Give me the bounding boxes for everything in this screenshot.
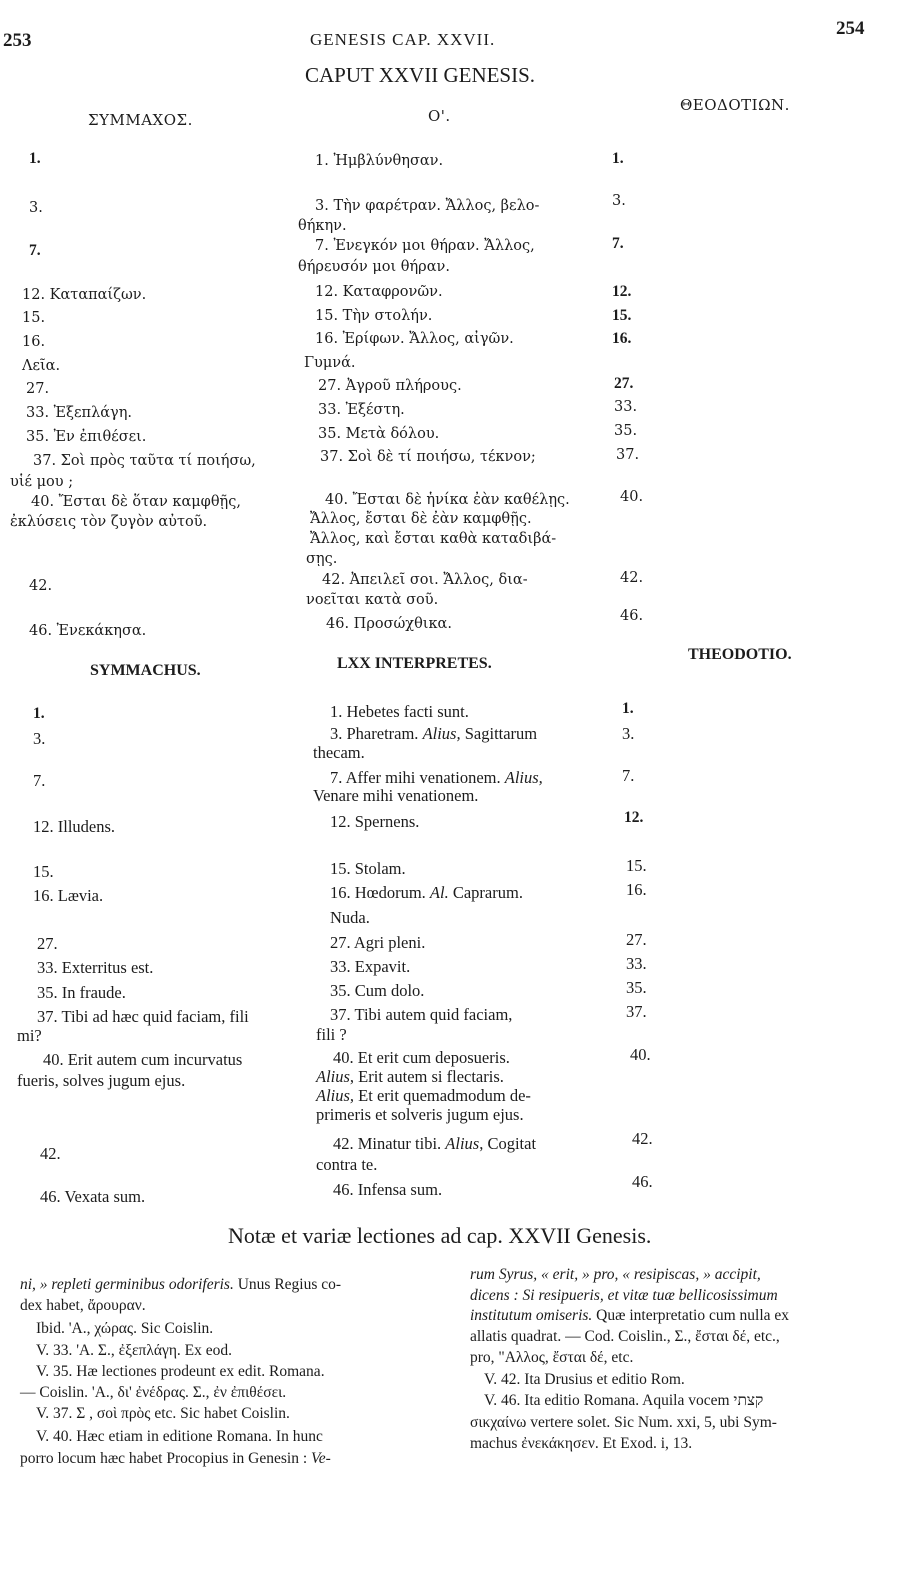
latin-left-line: 33. Exterritus est.	[37, 958, 154, 977]
greek-left-line: 37. Σοὶ πρὸς ταῦτα τί ποιήσω,	[33, 453, 256, 469]
note-line: V. 40. Hæc etiam in editione Romana. In hunc	[36, 1428, 323, 1445]
greek-middle-line: 7. Ἐνεγκόν μοι θήραν. Ἄλλος,	[315, 238, 535, 254]
greek-middle-line: 27. Ἀγροῦ πλήρους.	[318, 378, 462, 394]
latin-middle-alius: Alius,	[504, 768, 543, 787]
latin-middle-line: 46. Infensa sum.	[333, 1180, 443, 1199]
latin-middle-text: 3. Pharetram.	[330, 724, 419, 743]
note-text: Unus Regius co-	[237, 1276, 342, 1293]
latin-left-line: mi?	[17, 1026, 42, 1045]
page-number-right: 254	[836, 18, 865, 39]
latin-right-line: 7.	[622, 766, 635, 785]
greek-middle-line: 12. Καταφρονῶν.	[315, 284, 443, 300]
note-line: rum Syrus, « erit, » pro, « resipiscas, » accipit,	[470, 1266, 761, 1283]
latin-right-line: 46.	[632, 1172, 653, 1191]
latin-col-head-lxx: LXX INTERPRETES.	[337, 655, 492, 672]
greek-left-line: 35. Ἐν ἐπιθέσει.	[26, 429, 147, 445]
note-text: ni, » repleti germinibus odoriferis.	[20, 1276, 234, 1293]
latin-middle-text: , Cogitat	[479, 1134, 537, 1153]
latin-middle-text: Sagittarum	[464, 724, 538, 743]
latin-middle-line: fili ?	[316, 1025, 347, 1044]
greek-left-line: 42.	[29, 578, 53, 594]
greek-middle-line: 16. Ἐρίφων. Ἄλλος, αἰγῶν.	[315, 331, 514, 347]
greek-right-line: 35.	[614, 423, 638, 439]
note-line	[20, 1276, 341, 1294]
latin-left-line: 12. Illudens.	[33, 817, 116, 836]
greek-left-line: υἱέ μου ;	[10, 474, 74, 490]
greek-middle-line: Ἄλλος, καὶ ἔσται καθὰ καταδιβά-	[310, 531, 557, 547]
note-line: Ibid. 'Α., χώρας. Sic Coislin.	[36, 1320, 214, 1337]
greek-middle-line: 3. Τὴν φαρέτραν. Ἄλλος, βελο-	[315, 198, 540, 214]
latin-left-line: 1.	[33, 705, 45, 722]
latin-middle-text: Caprarum.	[452, 883, 523, 902]
latin-right-line: 1.	[622, 700, 634, 717]
latin-middle-line: 33. Expavit.	[330, 957, 411, 976]
greek-middle-line: Γυμνά.	[304, 355, 356, 371]
caput-title: CAPUT XXVII GENESIS.	[305, 63, 536, 87]
greek-col-head-lxx: O'.	[428, 107, 451, 125]
latin-right-line: 12.	[624, 809, 644, 826]
greek-right-line: 1.	[612, 150, 624, 167]
latin-left-line: 37. Tibi ad hæc quid faciam, fili	[37, 1007, 249, 1026]
latin-right-line: 37.	[626, 1002, 647, 1021]
latin-middle-alius: Alius	[445, 1134, 480, 1153]
greek-middle-line: 15. Τὴν στολήν.	[315, 308, 433, 324]
greek-left-line: 46. Ἐνεκάκησα.	[29, 623, 147, 639]
greek-middle-line: 46. Προσώχθικα.	[326, 616, 452, 632]
latin-middle-line: Nuda.	[330, 908, 370, 927]
note-line: allatis quadrat. — Cod. Coislin., Σ., ἔσται δέ, etc.,	[470, 1328, 780, 1345]
latin-middle-line	[330, 883, 523, 903]
greek-right-line: 33.	[614, 399, 638, 415]
greek-right-line: 27.	[614, 375, 634, 392]
latin-right-line: 15.	[626, 856, 647, 875]
latin-middle-alius: Alius	[316, 1067, 350, 1086]
note-line: V. 46. Ita editio Romana. Aquila vocem קצתי	[484, 1392, 764, 1409]
greek-middle-line: 35. Μετὰ δόλου.	[318, 426, 440, 442]
greek-left-line: 3.	[29, 200, 43, 216]
latin-left-line: 42.	[40, 1144, 61, 1163]
latin-middle-line: contra te.	[316, 1155, 378, 1174]
greek-middle-line: νοεῖται κατὰ σοῦ.	[306, 592, 439, 608]
greek-col-head-symmachus: ΣΥΜΜΑΧΟΣ.	[88, 111, 193, 129]
greek-left-line: 40. Ἔσται δὲ ὅταν καμφθῇς,	[31, 494, 241, 510]
latin-middle-alius: Alius,	[422, 724, 461, 743]
greek-middle-line: Ἄλλος, ἔσται δὲ ἐὰν καμφθῇς.	[310, 511, 532, 527]
note-line: dex habet, ἄρουραν.	[20, 1297, 146, 1314]
latin-right-line: 27.	[626, 930, 647, 949]
greek-middle-line: 37. Σοὶ δὲ τί ποιήσω, τέκνον;	[320, 449, 536, 465]
note-line: σικχαίνω vertere solet. Sic Num. xxi, 5, ubi Sym-	[470, 1414, 777, 1431]
greek-left-line: 33. Ἐξεπλάγη.	[26, 405, 133, 421]
latin-right-line: 35.	[626, 978, 647, 997]
latin-middle-alius: Al.	[429, 883, 449, 902]
note-text: porro locum hæc habet Procopius in Genesin :	[20, 1450, 308, 1467]
latin-middle-line: primeris et solveris jugum ejus.	[316, 1105, 524, 1124]
latin-col-head-symmachus: SYMMACHUS.	[90, 662, 201, 679]
latin-middle-line	[330, 768, 543, 788]
note-text: Ve-	[311, 1450, 331, 1467]
latin-left-line: 7.	[33, 771, 46, 790]
latin-left-line: 3.	[33, 729, 46, 748]
greek-left-line: 7.	[29, 242, 41, 259]
latin-left-line: 16. Lævia.	[33, 886, 104, 905]
latin-left-line: 35. In fraude.	[37, 983, 126, 1002]
greek-left-line: Λεῖα.	[22, 358, 61, 374]
note-line: V. 33. 'Α. Σ., ἐξεπλάγη. Ex eod.	[36, 1342, 233, 1359]
latin-middle-line: 37. Tibi autem quid faciam,	[330, 1005, 513, 1024]
note-line: V. 37. Σ , σοὶ πρὸς etc. Sic habet Coislin.	[36, 1405, 290, 1422]
latin-middle-line	[316, 1067, 504, 1087]
greek-right-line: 40.	[620, 489, 644, 505]
latin-middle-line: 27. Agri pleni.	[330, 933, 426, 952]
greek-middle-line: 33. Ἐξέστη.	[318, 402, 405, 418]
latin-right-line: 42.	[632, 1129, 653, 1148]
latin-middle-line	[330, 724, 537, 744]
note-line: — Coislin. 'Α., δι' ἐνέδρας. Σ., ἐν ἐπιθέσει.	[20, 1384, 287, 1401]
latin-middle-text: 7. Affer mihi venationem.	[330, 768, 501, 787]
greek-right-line: 42.	[620, 570, 644, 586]
latin-left-line: 40. Erit autem cum incurvatus	[43, 1050, 243, 1069]
note-line: V. 35. Hæ lectiones prodeunt ex edit. Romana.	[36, 1363, 325, 1380]
note-text: institutum omiseris.	[470, 1307, 593, 1324]
running-head: GENESIS CAP. XXVII.	[310, 30, 496, 49]
greek-left-line: 16.	[22, 334, 46, 350]
latin-left-line: fueris, solves jugum ejus.	[17, 1071, 186, 1090]
greek-left-line: ἐκλύσεις τὸν ζυγὸν αὐτοῦ.	[10, 514, 208, 530]
latin-middle-line	[316, 1086, 531, 1106]
latin-middle-line: 1. Hebetes facti sunt.	[330, 702, 469, 721]
greek-middle-line: θήκην.	[298, 218, 347, 234]
latin-middle-line: 15. Stolam.	[330, 859, 406, 878]
latin-right-line: 40.	[630, 1045, 651, 1064]
latin-middle-line: 40. Et erit cum deposueris.	[333, 1048, 510, 1067]
latin-middle-text: Et erit quemadmodum de-	[358, 1086, 531, 1105]
note-line: V. 42. Ita Drusius et editio Rom.	[484, 1371, 685, 1388]
greek-middle-line: σῃς.	[306, 551, 338, 567]
greek-right-line: 12.	[612, 283, 632, 300]
greek-middle-line: 42. Ἀπειλεῖ σοι. Ἄλλος, δια-	[322, 572, 528, 588]
greek-right-line: 7.	[612, 235, 624, 252]
greek-col-head-theodotion: ΘΕΟΔΟΤΙΩΝ.	[680, 96, 790, 114]
latin-right-line: 33.	[626, 954, 647, 973]
latin-right-line: 3.	[622, 724, 635, 743]
note-line: dicens : Si resipueris, et vitæ tuæ bellicosissimum	[470, 1287, 778, 1304]
note-line	[20, 1450, 331, 1468]
greek-right-line: 15.	[612, 307, 632, 324]
note-text: Quæ interpretatio cum nulla ex	[596, 1307, 790, 1324]
latin-left-line: 27.	[37, 934, 58, 953]
note-line: machus ἐνεκάκησεν. Et Exod. i, 13.	[470, 1435, 693, 1452]
latin-middle-line: 35. Cum dolo.	[330, 981, 425, 1000]
latin-col-head-theodotion: THEODOTIO.	[688, 646, 792, 663]
greek-left-line: 12. Καταπαίζων.	[22, 287, 147, 303]
greek-right-line: 3.	[612, 193, 626, 209]
greek-middle-line: θήρευσόν μοι θήραν.	[298, 259, 450, 275]
greek-right-line: 37.	[616, 447, 640, 463]
notes-title: Notæ et variæ lectiones ad cap. XXVII Genesis.	[228, 1223, 652, 1248]
greek-right-line: 46.	[620, 608, 644, 624]
latin-middle-line: thecam.	[313, 743, 365, 762]
page-number-left: 253	[3, 30, 32, 51]
greek-middle-line: 1. Ἠμβλύνθησαν.	[315, 153, 444, 169]
latin-middle-line	[333, 1134, 536, 1154]
note-line: pro, "Αλλος, ἔσται δέ, etc.	[470, 1349, 634, 1366]
latin-middle-line: 12. Spernens.	[330, 812, 420, 831]
greek-right-line: 16.	[612, 330, 632, 347]
latin-middle-alius: Alius,	[316, 1086, 355, 1105]
latin-middle-text: 16. Hœdorum.	[330, 883, 426, 902]
latin-left-line: 15.	[33, 862, 54, 881]
greek-left-line: 1.	[29, 150, 41, 167]
latin-middle-text: 42. Minatur tibi.	[333, 1134, 442, 1153]
greek-left-line: 15.	[22, 310, 46, 326]
note-line	[470, 1307, 789, 1325]
latin-right-line: 16.	[626, 880, 647, 899]
greek-middle-line: 40. Ἔσται δὲ ἡνίκα ἐὰν καθέλῃς.	[325, 492, 570, 508]
latin-middle-text: , Erit autem si flectaris.	[349, 1067, 504, 1086]
latin-left-line: 46. Vexata sum.	[40, 1187, 146, 1206]
greek-left-line: 27.	[26, 381, 50, 397]
latin-middle-line: Venare mihi venationem.	[313, 786, 479, 805]
